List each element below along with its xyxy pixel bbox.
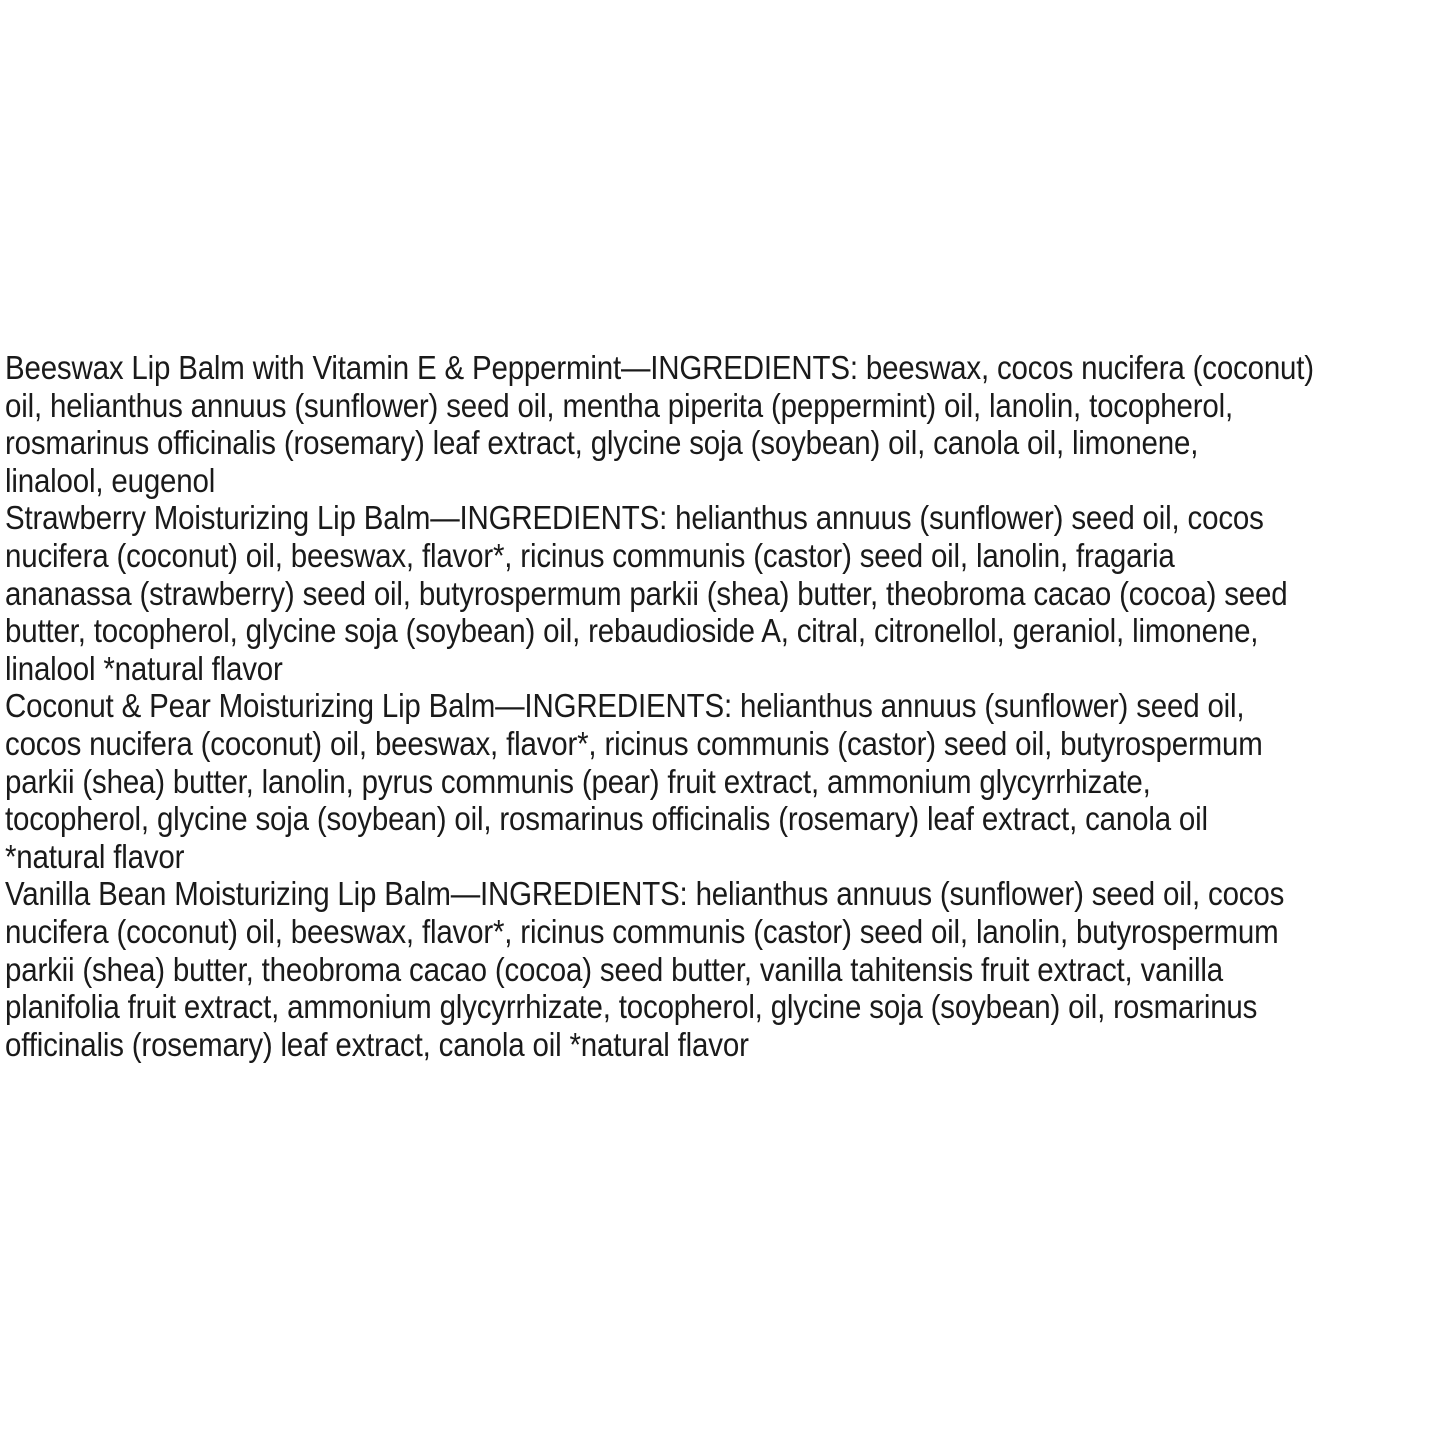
text-line: linalool, eugenol <box>5 462 216 500</box>
text-line: tocopherol, glycine soja (soybean) oil, rosmarinus officinalis (rosemary) leaf extract, canola oil <box>5 801 1208 839</box>
text-line: rosmarinus officinalis (rosemary) leaf extract, glycine soja (soybean) oil, canola oil, limonene, <box>5 425 1199 463</box>
text-line: Strawberry Moisturizing Lip Balm—INGREDIENTS: helianthus annuus (sunflower) seed oil, cocos <box>5 500 1264 538</box>
text-line: oil, helianthus annuus (sunflower) seed oil, mentha piperita (peppermint) oil, lanolin, tocopherol, <box>5 387 1233 425</box>
text-line: butter, tocopherol, glycine soja (soybean) oil, rebaudioside A, citral, citronellol, geraniol, limonene, <box>5 613 1259 651</box>
text-line: Coconut & Pear Moisturizing Lip Balm—INGREDIENTS: helianthus annuus (sunflower) seed oil, <box>5 688 1245 726</box>
text-line: cocos nucifera (coconut) oil, beeswax, flavor*, ricinus communis (castor) seed oil, butyrospermum <box>5 725 1263 763</box>
text-line: parkii (shea) butter, lanolin, pyrus communis (pear) fruit extract, ammonium glycyrrhizate, <box>5 763 1151 801</box>
text-line: Beeswax Lip Balm with Vitamin E & Peppermint—INGREDIENTS: beeswax, cocos nucifera (coconut) <box>5 350 1314 387</box>
ingredients-paragraph-vanilla-bean <box>5 876 1445 1064</box>
ingredients-paragraph-beeswax-peppermint <box>5 350 1445 500</box>
text-line: linalool *natural flavor <box>5 650 283 688</box>
text-line: nucifera (coconut) oil, beeswax, flavor*, ricinus communis (castor) seed oil, lanolin, fragaria <box>5 537 1175 575</box>
text-line: nucifera (coconut) oil, beeswax, flavor*, ricinus communis (castor) seed oil, lanolin, butyrospermum <box>5 913 1279 951</box>
text-line: Vanilla Bean Moisturizing Lip Balm—INGREDIENTS: helianthus annuus (sunflower) seed oil, cocos <box>5 876 1285 914</box>
text-line: parkii (shea) butter, theobroma cacao (cocoa) seed butter, vanilla tahitensis fruit extract, vanilla <box>5 951 1223 989</box>
text-line: *natural flavor <box>5 838 185 876</box>
ingredients-text-block <box>5 350 1445 1064</box>
ingredients-paragraph-coconut-pear <box>5 688 1445 876</box>
ingredients-paragraph-strawberry <box>5 500 1445 688</box>
text-line: ananassa (strawberry) seed oil, butyrospermum parkii (shea) butter, theobroma cacao (cocoa) seed <box>5 575 1288 613</box>
text-line: planifolia fruit extract, ammonium glycyrrhizate, tocopherol, glycine soja (soybean) oil, rosmarinus <box>5 989 1258 1027</box>
text-line: officinalis (rosemary) leaf extract, canola oil *natural flavor <box>5 1026 749 1064</box>
